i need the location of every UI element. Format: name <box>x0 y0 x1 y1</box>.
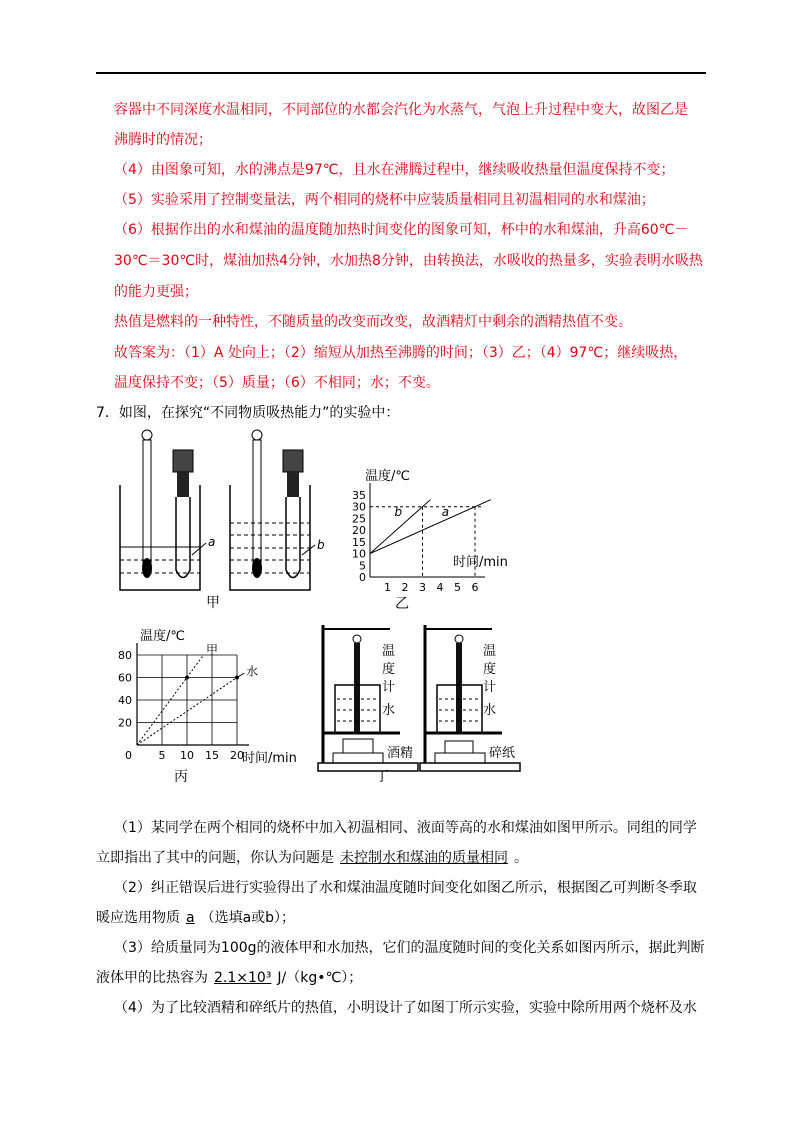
bing-series-label-jia: 甲 <box>206 642 219 657</box>
bing-ylabel: 温度/℃ <box>140 629 185 644</box>
answer-line: 故答案为：（1）A 处向上；（2）缩短从加热至沸腾的时间；（3）乙；（4）97℃；继续吸热， <box>114 345 688 361</box>
bing-xtick: 20 <box>230 749 244 762</box>
answer-line: （5）实验采用了控制变量法，两个相同的烧杯中应装质量相同且初温相同的水和煤油； <box>114 192 655 208</box>
chart-bing <box>112 625 317 785</box>
yi-xtick: 4 <box>436 581 444 594</box>
yi-ytick: 30 <box>352 500 366 514</box>
yi-xtick: 1 <box>384 581 391 594</box>
ding-fuel-alcohol: 酒精 <box>387 746 414 761</box>
q2-suffix: （选填a或b）； <box>200 910 296 926</box>
beaker-label-a: a <box>208 535 216 549</box>
bing-series-label-water: 水 <box>246 664 259 679</box>
yi-xtick: 2 <box>401 581 409 594</box>
yi-ytick: 15 <box>352 535 366 549</box>
bing-ytick: 0 <box>125 749 132 762</box>
figure-jia-beaker-b <box>225 425 335 595</box>
q3-line-a: （3）给质量同为100g的液体甲和水加热，它们的温度随时间的变化关系如图丙所示，据此判断 <box>114 940 705 956</box>
answer-line: 热值是燃料的一种特性，不随质量的改变而改变，故酒精灯中剩余的酒精热值不变。 <box>114 314 632 330</box>
answer-line: 的能力更强； <box>114 284 198 300</box>
q3-suffix: J/（kg•℃）； <box>277 970 363 986</box>
bing-point-jia <box>185 676 189 680</box>
ding-thermo-1: 温 <box>382 644 396 659</box>
bing-xtick: 10 <box>180 749 194 762</box>
bing-ytick: 20 <box>118 716 132 730</box>
q2-answer: a <box>186 910 195 926</box>
bing-ytick: 60 <box>118 671 132 685</box>
yi-ytick: 25 <box>352 512 366 526</box>
figure-label-jia: 甲 <box>206 595 220 610</box>
answer-line: （4）由图象可知，水的沸点是97℃，且水在沸腾过程中，继续吸收热量但温度保持不变； <box>114 162 675 178</box>
ding-thermo-2b: 度 <box>483 662 497 677</box>
yi-xtick: 3 <box>419 581 426 594</box>
q3-answer: 2.1×10³ <box>214 970 272 986</box>
yi-ytick: 20 <box>352 524 366 538</box>
yi-ytick: 35 <box>352 489 366 502</box>
yi-ytick: 10 <box>352 547 366 561</box>
q2-line-b <box>96 908 295 928</box>
q1-line-b <box>96 848 528 868</box>
top-rule <box>96 72 706 74</box>
figure-label-yi: 乙 <box>395 596 409 612</box>
figure-ding <box>315 615 535 785</box>
ding-thermo-1b: 温 <box>483 644 497 659</box>
figure-label-bing: 丙 <box>174 769 188 785</box>
chart-yi <box>335 465 525 615</box>
beaker-label-b: b <box>317 538 325 552</box>
bing-water-leader <box>237 673 245 678</box>
q1-answer: 未控制水和煤油的质量相同 <box>340 850 508 866</box>
bing-ytick: 40 <box>118 694 132 707</box>
ding-fuel-paper: 碎纸 <box>489 746 516 761</box>
q1-suffix: 。 <box>514 850 528 866</box>
q2-prefix: 暖应选用物质 <box>96 910 180 926</box>
ding-water-1: 水 <box>382 703 396 718</box>
q1-prefix: 立即指出了其中的问题，你认为问题是 <box>96 850 334 866</box>
ding-thermo-2: 度 <box>382 662 396 677</box>
q3-line-b <box>96 968 362 988</box>
answer-line: （6）根据作出的水和煤油的温度随加热时间变化的图象可知，杯中的水和煤油，升高60℃－ <box>114 222 689 238</box>
answer-line: 30℃＝30℃时，煤油加热4分钟，水加热8分钟，由转换法，水吸收的热量多，实验表明水吸热 <box>114 253 703 269</box>
yi-series-a <box>370 500 491 554</box>
yi-ytick: 0 <box>359 571 366 584</box>
yi-series-label-a: a <box>441 505 450 520</box>
ding-thermo-3: 计 <box>382 680 396 695</box>
answer-line: 沸腾时的情况； <box>114 132 212 148</box>
yi-ylabel: 温度/℃ <box>365 469 410 484</box>
bing-xtick: 15 <box>205 749 219 762</box>
yi-xtick: 5 <box>454 581 461 594</box>
q2-line-a: （2）纠正错误后进行实验得出了水和煤油温度随时间变化如图乙所示，根据图乙可判断冬季取 <box>114 880 697 896</box>
yi-ytick: 5 <box>359 559 366 573</box>
answer-line: 容器中不同深度水温相同，不同部位的水都会汽化为水蒸气，气泡上升过程中变大，故图乙是 <box>114 102 688 118</box>
bing-ytick: 80 <box>118 649 132 662</box>
yi-xtick: 6 <box>471 581 479 594</box>
q1-line-a: （1）某同学在两个相同的烧杯中加入初温相同、液面等高的水和煤油如图甲所示。同组的同学 <box>114 820 697 836</box>
yi-series-label-b: b <box>394 505 403 520</box>
answer-line: 温度保持不变；（5）质量；（6）不相同；水；不变。 <box>114 375 440 391</box>
question-title: 7．如图，在探究“不同物质吸热能力”的实验中： <box>96 405 400 421</box>
bing-xlabel: 时间/min <box>242 751 297 766</box>
q3-prefix: 液体甲的比热容为 <box>96 970 208 986</box>
q4-line-a: （4）为了比较酒精和碎纸片的热值，小明设计了如图丁所示实验，实验中除所用两个烧杯及水 <box>114 1000 697 1016</box>
figure-label-ding: 丁 <box>375 769 389 785</box>
ding-thermo-3b: 计 <box>483 680 497 695</box>
bing-xtick: 5 <box>158 749 166 762</box>
yi-xlabel: 时间/min <box>453 555 508 570</box>
ding-water-2: 水 <box>483 703 497 718</box>
